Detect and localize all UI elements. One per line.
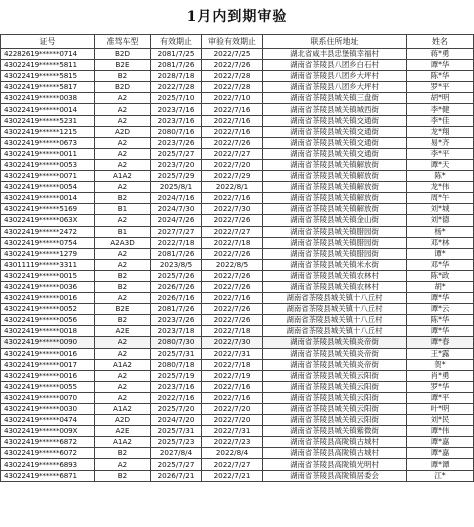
cell-license[interactable]: 42282619******0714 <box>1 49 95 60</box>
table-row[interactable] <box>1 71 474 82</box>
cell-address[interactable]: 湖南省茶陵县城关镇云阳街 <box>263 370 407 381</box>
cell-name[interactable]: 贺* <box>407 359 474 370</box>
cell-license[interactable]: 43022419******0016 <box>1 370 95 381</box>
cell-valid-until[interactable]: 2025/7/31 <box>151 348 202 359</box>
cell-address[interactable]: 湖南省茶陵县城关镇解放街 <box>263 182 407 193</box>
cell-audit-until[interactable]: 2022/7/29 <box>202 171 263 182</box>
table-row[interactable] <box>1 259 474 270</box>
cell-audit-until[interactable]: 2022/7/20 <box>202 159 263 170</box>
cell-valid-until[interactable]: 2027/7/27 <box>151 226 202 237</box>
cell-audit-until[interactable]: 2022/7/26 <box>202 270 263 281</box>
cell-valid-until[interactable]: 2025/7/31 <box>151 426 202 437</box>
table-row[interactable] <box>1 470 474 481</box>
cell-license[interactable]: 43022419******0036 <box>1 281 95 292</box>
table-row[interactable] <box>1 392 474 403</box>
cell-valid-until[interactable]: 2025/7/29 <box>151 171 202 182</box>
expiry-table <box>0 34 474 482</box>
cell-name[interactable]: 叶*明 <box>407 404 474 415</box>
cell-address[interactable]: 湖南省茶陵县城关镇十八丘村 <box>263 293 407 304</box>
sheet-title: 1月内到期审验 <box>186 9 288 25</box>
cell-audit-until[interactable]: 2022/7/20 <box>202 415 263 426</box>
cell-license[interactable]: 43022419******0030 <box>1 404 95 415</box>
cell-audit-until[interactable]: 2022/7/27 <box>202 459 263 470</box>
cell-address[interactable]: 湖南省茶陵县城关镇农林村 <box>263 270 407 281</box>
cell-license[interactable]: 43022419******0754 <box>1 237 95 248</box>
cell-address[interactable]: 湖南省茶陵县城关镇云阳街 <box>263 415 407 426</box>
cell-vehicle-class[interactable]: B2D <box>95 82 151 93</box>
cell-audit-until[interactable]: 2022/7/16 <box>202 104 263 115</box>
cell-address[interactable]: 湖南省茶陵县城关镇十八丘村 <box>263 304 407 315</box>
cell-vehicle-class[interactable]: A2 <box>95 337 151 348</box>
cell-audit-until[interactable]: 2022/7/23 <box>202 437 263 448</box>
cell-audit-until[interactable]: 2022/7/26 <box>202 248 263 259</box>
cell-audit-until[interactable]: 2022/7/20 <box>202 404 263 415</box>
cell-vehicle-class[interactable]: A2 <box>95 104 151 115</box>
cell-vehicle-class[interactable]: A1A2 <box>95 404 151 415</box>
cell-valid-until[interactable]: 2026/7/26 <box>151 281 202 292</box>
cell-license[interactable]: 43022419******0014 <box>1 104 95 115</box>
cell-vehicle-class[interactable]: B2 <box>95 448 151 459</box>
col-header-vehicle-class[interactable]: 准驾车型 <box>95 35 151 49</box>
cell-license[interactable]: 43022419******5231 <box>1 115 95 126</box>
cell-vehicle-class[interactable]: A2 <box>95 370 151 381</box>
cell-license[interactable]: 43022419******0016 <box>1 293 95 304</box>
cell-license[interactable]: 43011119******3311 <box>1 259 95 270</box>
cell-license[interactable]: 43022419******2472 <box>1 226 95 237</box>
cell-name[interactable]: 邓*林 <box>407 237 474 248</box>
cell-license[interactable]: 43022419******0017 <box>1 359 95 370</box>
table-row[interactable] <box>1 49 474 60</box>
cell-license[interactable]: 43022419******5811 <box>1 60 95 71</box>
cell-vehicle-class[interactable]: B2E <box>95 60 151 71</box>
cell-license[interactable]: 43022419******0055 <box>1 381 95 392</box>
cell-license[interactable]: 43022419******0038 <box>1 93 95 104</box>
cell-vehicle-class[interactable]: A2 <box>95 115 151 126</box>
cell-address[interactable]: 湖南省茶陵县城关镇腊园街 <box>263 237 407 248</box>
cell-license[interactable]: 43022419******0053 <box>1 159 95 170</box>
col-header-audit-until[interactable]: 审验有效期止 <box>202 35 263 49</box>
cell-vehicle-class[interactable]: A2 <box>95 381 151 392</box>
cell-audit-until[interactable]: 2022/7/26 <box>202 281 263 292</box>
cell-audit-until[interactable]: 2022/7/21 <box>202 470 263 481</box>
cell-valid-until[interactable]: 2023/7/26 <box>151 137 202 148</box>
table-row[interactable] <box>1 426 474 437</box>
cell-license[interactable]: 43022419******0673 <box>1 137 95 148</box>
cell-vehicle-class[interactable]: A2 <box>95 392 151 403</box>
cell-name[interactable]: 谭* <box>407 248 474 259</box>
cell-address[interactable]: 湖南省茶陵县城关镇交通街 <box>263 126 407 137</box>
cell-audit-until[interactable]: 2022/7/10 <box>202 93 263 104</box>
cell-valid-until[interactable]: 2024/7/20 <box>151 415 202 426</box>
table-row[interactable] <box>1 182 474 193</box>
cell-name[interactable]: 谭*谭 <box>407 459 474 470</box>
cell-address[interactable]: 湖南省茶陵县高陇镇居委会 <box>263 470 407 481</box>
cell-name[interactable]: 胡*明 <box>407 93 474 104</box>
cell-valid-until[interactable]: 2023/7/20 <box>151 159 202 170</box>
cell-license[interactable]: 43022419******0090 <box>1 337 95 348</box>
table-row[interactable] <box>1 193 474 204</box>
cell-address[interactable]: 湖南省茶陵县城关镇炎帝街 <box>263 348 407 359</box>
cell-valid-until[interactable]: 2026/7/21 <box>151 470 202 481</box>
cell-name[interactable]: 陈*政 <box>407 270 474 281</box>
cell-name[interactable]: 李*平 <box>407 148 474 159</box>
cell-valid-until[interactable]: 2022/7/16 <box>151 392 202 403</box>
cell-valid-until[interactable]: 2080/7/30 <box>151 337 202 348</box>
cell-address[interactable]: 湖南省茶陵县城关镇腊园街 <box>263 226 407 237</box>
cell-name[interactable]: 蒋*勇 <box>407 49 474 60</box>
cell-name[interactable]: 罗*华 <box>407 381 474 392</box>
cell-name[interactable]: 刘*民 <box>407 415 474 426</box>
cell-valid-until[interactable]: 2025/7/27 <box>151 459 202 470</box>
cell-audit-until[interactable]: 2022/7/26 <box>202 137 263 148</box>
cell-license[interactable]: 43022419******6072 <box>1 448 95 459</box>
cell-valid-until[interactable]: 2023/7/26 <box>151 315 202 326</box>
cell-license[interactable]: 43022419******6872 <box>1 437 95 448</box>
cell-license[interactable]: 43022419******0071 <box>1 171 95 182</box>
cell-name[interactable]: 罗*平 <box>407 82 474 93</box>
cell-vehicle-class[interactable]: A2 <box>95 93 151 104</box>
cell-license[interactable]: 43022419******5817 <box>1 82 95 93</box>
cell-audit-until[interactable]: 2022/7/26 <box>202 60 263 71</box>
table-row[interactable] <box>1 337 474 348</box>
cell-vehicle-class[interactable]: A2 <box>95 182 151 193</box>
table-row[interactable] <box>1 348 474 359</box>
cell-valid-until[interactable]: 2024/7/26 <box>151 215 202 226</box>
cell-address[interactable]: 湖南省茶陵县城关镇炎帝街 <box>263 337 407 348</box>
cell-vehicle-class[interactable]: A2D <box>95 126 151 137</box>
cell-license[interactable]: 43022419******5169 <box>1 204 95 215</box>
cell-name[interactable]: 谭*云 <box>407 304 474 315</box>
cell-vehicle-class[interactable]: A2 <box>95 137 151 148</box>
cell-name[interactable]: 刘*城 <box>407 204 474 215</box>
cell-name[interactable]: 邓*华 <box>407 259 474 270</box>
cell-address[interactable]: 湖南省茶陵县城关镇米水街 <box>263 259 407 270</box>
cell-valid-until[interactable]: 2025/7/20 <box>151 404 202 415</box>
cell-address[interactable]: 湖南省茶陵县城关镇城西街 <box>263 104 407 115</box>
cell-audit-until[interactable]: 2022/7/26 <box>202 215 263 226</box>
cell-name[interactable]: 刘*德 <box>407 215 474 226</box>
cell-vehicle-class[interactable]: B2 <box>95 71 151 82</box>
cell-name[interactable]: 江* <box>407 470 474 481</box>
cell-vehicle-class[interactable]: A1A2 <box>95 437 151 448</box>
table-row[interactable] <box>1 304 474 315</box>
cell-address[interactable]: 湖南省茶陵县城关镇解放街 <box>263 193 407 204</box>
cell-valid-until[interactable]: 2025/7/26 <box>151 270 202 281</box>
table-row[interactable] <box>1 60 474 71</box>
cell-vehicle-class[interactable]: A2 <box>95 459 151 470</box>
cell-vehicle-class[interactable]: A1A2 <box>95 171 151 182</box>
cell-valid-until[interactable]: 2025/7/23 <box>151 437 202 448</box>
cell-address[interactable]: 湖南省茶陵县城关镇农林村 <box>263 281 407 292</box>
table-row[interactable] <box>1 126 474 137</box>
cell-address[interactable]: 湖南省茶陵县城关镇十八丘村 <box>263 326 407 337</box>
cell-address[interactable]: 湖南省茶陵县城关镇金山街 <box>263 215 407 226</box>
cell-valid-until[interactable]: 2080/7/16 <box>151 126 202 137</box>
table-row[interactable] <box>1 226 474 237</box>
cell-vehicle-class[interactable]: A2 <box>95 215 151 226</box>
cell-valid-until[interactable]: 2023/7/16 <box>151 115 202 126</box>
cell-valid-until[interactable]: 2081/7/25 <box>151 49 202 60</box>
table-row[interactable] <box>1 248 474 259</box>
cell-address[interactable]: 湖南省茶陵县八团乡白石村 <box>263 60 407 71</box>
table-row[interactable] <box>1 148 474 159</box>
table-row[interactable] <box>1 370 474 381</box>
cell-name[interactable]: 周*午 <box>407 193 474 204</box>
table-row[interactable] <box>1 104 474 115</box>
cell-address[interactable]: 湖南省茶陵县城关镇腊园街 <box>263 248 407 259</box>
cell-audit-until[interactable]: 2022/7/28 <box>202 71 263 82</box>
cell-vehicle-class[interactable]: B1 <box>95 226 151 237</box>
cell-audit-until[interactable]: 2022/7/16 <box>202 381 263 392</box>
cell-license[interactable]: 43022419******0474 <box>1 415 95 426</box>
cell-vehicle-class[interactable]: A2 <box>95 248 151 259</box>
cell-audit-until[interactable]: 2022/8/1 <box>202 182 263 193</box>
cell-vehicle-class[interactable]: A2E <box>95 326 151 337</box>
cell-license[interactable]: 43022419******063X <box>1 215 95 226</box>
cell-address[interactable]: 湖南省茶陵县城关镇解放街 <box>263 171 407 182</box>
cell-name[interactable]: 李*健 <box>407 104 474 115</box>
cell-vehicle-class[interactable]: B1 <box>95 204 151 215</box>
cell-valid-until[interactable]: 2081/7/26 <box>151 304 202 315</box>
cell-audit-until[interactable]: 2022/7/16 <box>202 115 263 126</box>
cell-audit-until[interactable]: 2022/7/26 <box>202 304 263 315</box>
cell-audit-until[interactable]: 2022/8/5 <box>202 259 263 270</box>
cell-license[interactable]: 43022419******1215 <box>1 126 95 137</box>
cell-audit-until[interactable]: 2022/7/16 <box>202 293 263 304</box>
cell-audit-until[interactable]: 2022/7/18 <box>202 237 263 248</box>
cell-address[interactable]: 湖南省茶陵县高陇镇光明村 <box>263 459 407 470</box>
cell-name[interactable]: 谭*华 <box>407 293 474 304</box>
cell-name[interactable]: 肖*勇 <box>407 370 474 381</box>
cell-valid-until[interactable]: 2023/8/5 <box>151 259 202 270</box>
cell-audit-until[interactable]: 2022/7/18 <box>202 326 263 337</box>
cell-vehicle-class[interactable]: A2 <box>95 348 151 359</box>
table-row[interactable] <box>1 315 474 326</box>
cell-audit-until[interactable]: 2022/7/30 <box>202 204 263 215</box>
table-row[interactable] <box>1 204 474 215</box>
col-header-license[interactable]: 证号 <box>1 35 95 49</box>
cell-valid-until[interactable]: 2025/8/1 <box>151 182 202 193</box>
cell-license[interactable]: 43022419******1279 <box>1 248 95 259</box>
table-row[interactable] <box>1 171 474 182</box>
cell-audit-until[interactable]: 2022/7/16 <box>202 126 263 137</box>
cell-vehicle-class[interactable]: A2 <box>95 148 151 159</box>
cell-valid-until[interactable]: 2024/7/16 <box>151 193 202 204</box>
cell-valid-until[interactable]: 2026/7/16 <box>151 293 202 304</box>
cell-vehicle-class[interactable]: A2E <box>95 426 151 437</box>
cell-audit-until[interactable]: 2022/7/30 <box>202 337 263 348</box>
table-row[interactable] <box>1 93 474 104</box>
cell-name[interactable]: 陈*华 <box>407 315 474 326</box>
cell-name[interactable]: 谭*嘉 <box>407 437 474 448</box>
cell-vehicle-class[interactable]: A2A3D <box>95 237 151 248</box>
cell-valid-until[interactable]: 2023/7/18 <box>151 326 202 337</box>
cell-address[interactable]: 湖南省茶陵县高陇镇古城村 <box>263 448 407 459</box>
cell-license[interactable]: 43022419******0052 <box>1 304 95 315</box>
cell-audit-until[interactable]: 2022/7/27 <box>202 148 263 159</box>
col-header-address[interactable]: 联系住所地址 <box>263 35 407 49</box>
cell-name[interactable]: 谭*嘉 <box>407 448 474 459</box>
cell-license[interactable]: 43022419******6893 <box>1 459 95 470</box>
cell-audit-until[interactable]: 2022/8/4 <box>202 448 263 459</box>
cell-valid-until[interactable]: 2022/7/28 <box>151 82 202 93</box>
table-row[interactable] <box>1 270 474 281</box>
cell-name[interactable]: 陈* <box>407 171 474 182</box>
cell-address[interactable]: 湖南省茶陵县八团乡大坪村 <box>263 82 407 93</box>
table-row[interactable] <box>1 359 474 370</box>
table-row[interactable] <box>1 437 474 448</box>
table-row[interactable] <box>1 237 474 248</box>
cell-name[interactable]: 谭*平 <box>407 392 474 403</box>
cell-vehicle-class[interactable]: B2 <box>95 281 151 292</box>
cell-address[interactable]: 湖南省茶陵县城关镇云阳街 <box>263 381 407 392</box>
cell-address[interactable]: 湖南省茶陵县城关镇三盘街 <box>263 93 407 104</box>
cell-vehicle-class[interactable]: A2D <box>95 415 151 426</box>
cell-audit-until[interactable]: 2022/7/25 <box>202 49 263 60</box>
col-header-name[interactable]: 姓名 <box>407 35 474 49</box>
table-row[interactable] <box>1 159 474 170</box>
cell-valid-until[interactable]: 2023/7/16 <box>151 104 202 115</box>
cell-valid-until[interactable]: 2080/7/18 <box>151 359 202 370</box>
cell-name[interactable]: 谭*伟 <box>407 426 474 437</box>
table-row[interactable] <box>1 404 474 415</box>
cell-audit-until[interactable]: 2022/7/19 <box>202 370 263 381</box>
cell-address[interactable]: 湖南省茶陵县城关镇十八丘村 <box>263 315 407 326</box>
cell-license[interactable]: 43022419******5815 <box>1 71 95 82</box>
cell-valid-until[interactable]: 2027/8/4 <box>151 448 202 459</box>
cell-license[interactable]: 43022419******0070 <box>1 392 95 403</box>
cell-audit-until[interactable]: 2022/7/27 <box>202 226 263 237</box>
table-row[interactable] <box>1 415 474 426</box>
table-row[interactable] <box>1 215 474 226</box>
cell-vehicle-class[interactable]: A1A2 <box>95 359 151 370</box>
cell-name[interactable]: 谭*天 <box>407 159 474 170</box>
cell-vehicle-class[interactable]: B2 <box>95 315 151 326</box>
cell-address[interactable]: 湖南省茶陵县八团乡大坪村 <box>263 71 407 82</box>
cell-vehicle-class[interactable]: A2 <box>95 259 151 270</box>
cell-vehicle-class[interactable]: B2D <box>95 49 151 60</box>
cell-license[interactable]: 43022419******6871 <box>1 470 95 481</box>
cell-license[interactable]: 43022419******0015 <box>1 270 95 281</box>
cell-address[interactable]: 湖南省茶陵县城关镇解放街 <box>263 159 407 170</box>
header-row <box>1 35 474 49</box>
cell-address[interactable]: 湖南省茶陵县城关镇解放街 <box>263 204 407 215</box>
cell-license[interactable]: 43022419******0054 <box>1 182 95 193</box>
cell-valid-until[interactable]: 2024/7/30 <box>151 204 202 215</box>
cell-audit-until[interactable]: 2022/7/26 <box>202 315 263 326</box>
cell-name[interactable]: 易*齐 <box>407 137 474 148</box>
cell-address[interactable]: 湖北省咸丰县忠堡镇幸福村 <box>263 49 407 60</box>
cell-audit-until[interactable]: 2022/7/31 <box>202 426 263 437</box>
cell-valid-until[interactable]: 2025/7/19 <box>151 370 202 381</box>
cell-vehicle-class[interactable]: B2 <box>95 193 151 204</box>
cell-license[interactable]: 43022419******0016 <box>1 348 95 359</box>
cell-valid-until[interactable]: 2081/7/26 <box>151 60 202 71</box>
cell-address[interactable]: 湖南省茶陵县城关镇交通街 <box>263 115 407 126</box>
cell-name[interactable]: 龙*翔 <box>407 126 474 137</box>
table-row[interactable] <box>1 115 474 126</box>
cell-address[interactable]: 湖南省茶陵县城关镇交通街 <box>263 148 407 159</box>
cell-license[interactable]: 43022419******0014 <box>1 193 95 204</box>
cell-name[interactable]: 胡* <box>407 281 474 292</box>
cell-address[interactable]: 湖南省茶陵县高陇镇古城村 <box>263 437 407 448</box>
cell-address[interactable]: 湖南省茶陵县城关镇云阳街 <box>263 404 407 415</box>
cell-vehicle-class[interactable]: B2E <box>95 304 151 315</box>
cell-valid-until[interactable]: 2081/7/26 <box>151 248 202 259</box>
cell-license[interactable]: 43022419******0056 <box>1 315 95 326</box>
cell-license[interactable]: 43022419******0011 <box>1 148 95 159</box>
cell-name[interactable]: 谭*华 <box>407 326 474 337</box>
table-row[interactable] <box>1 326 474 337</box>
cell-vehicle-class[interactable]: B2 <box>95 470 151 481</box>
cell-name[interactable]: 李*佳 <box>407 115 474 126</box>
cell-vehicle-class[interactable]: A2 <box>95 293 151 304</box>
col-header-valid-until[interactable]: 有效期止 <box>151 35 202 49</box>
cell-vehicle-class[interactable]: A2 <box>95 159 151 170</box>
cell-address[interactable]: 湖南省茶陵县城关镇炎帝街 <box>263 359 407 370</box>
table-row[interactable] <box>1 459 474 470</box>
cell-name[interactable]: 谭*华 <box>407 60 474 71</box>
cell-valid-until[interactable]: 2028/7/18 <box>151 71 202 82</box>
cell-audit-until[interactable]: 2022/7/16 <box>202 193 263 204</box>
cell-vehicle-class[interactable]: B2 <box>95 270 151 281</box>
cell-valid-until[interactable]: 2025/7/27 <box>151 148 202 159</box>
cell-address[interactable]: 湖南省茶陵县城关镇交通街 <box>263 137 407 148</box>
cell-name[interactable]: 陈*华 <box>407 71 474 82</box>
cell-address[interactable]: 湖南省茶陵县城关镇云阳街 <box>263 392 407 403</box>
table-row[interactable] <box>1 381 474 392</box>
cell-license[interactable]: 43022419******009X <box>1 426 95 437</box>
cell-audit-until[interactable]: 2022/7/28 <box>202 82 263 93</box>
cell-name[interactable]: 王*露 <box>407 348 474 359</box>
table-row[interactable] <box>1 137 474 148</box>
cell-name[interactable]: 杨* <box>407 226 474 237</box>
table-row[interactable] <box>1 448 474 459</box>
cell-valid-until[interactable]: 2025/7/10 <box>151 93 202 104</box>
cell-name[interactable]: 谭*春 <box>407 337 474 348</box>
cell-valid-until[interactable]: 2023/7/16 <box>151 381 202 392</box>
table-row[interactable] <box>1 281 474 292</box>
cell-name[interactable]: 龙*伟 <box>407 182 474 193</box>
cell-audit-until[interactable]: 2022/7/16 <box>202 392 263 403</box>
cell-valid-until[interactable]: 2022/7/18 <box>151 237 202 248</box>
cell-license[interactable]: 43022419******0018 <box>1 326 95 337</box>
table-row[interactable] <box>1 293 474 304</box>
cell-audit-until[interactable]: 2022/7/18 <box>202 359 263 370</box>
cell-address[interactable]: 湖南省茶陵县城关镇紫微街 <box>263 426 407 437</box>
table-row[interactable] <box>1 82 474 93</box>
cell-audit-until[interactable]: 2022/7/31 <box>202 348 263 359</box>
